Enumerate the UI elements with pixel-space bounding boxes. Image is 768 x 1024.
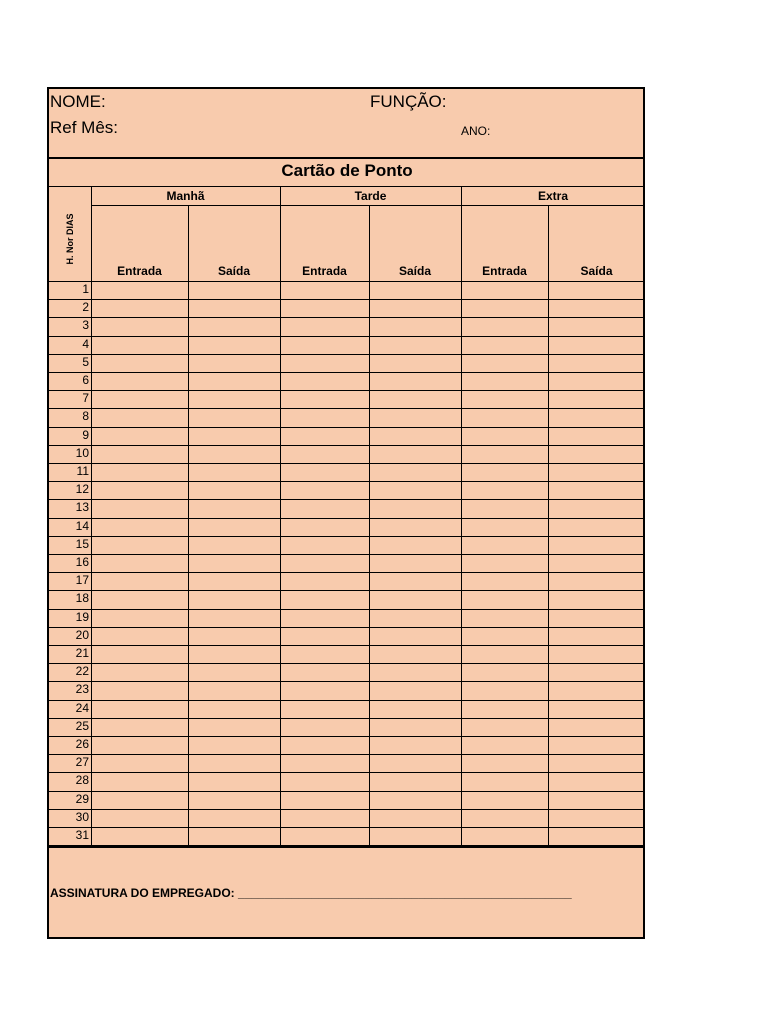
time-entry-cell[interactable]	[281, 391, 369, 408]
day-number: 8	[82, 409, 89, 423]
time-entry-cell[interactable]	[189, 664, 280, 681]
time-entry-cell[interactable]	[462, 682, 548, 699]
time-entry-cell[interactable]	[370, 628, 461, 645]
time-entry-cell[interactable]	[189, 428, 280, 445]
column-header-morning-in: Entrada	[117, 264, 162, 278]
time-entry-cell[interactable]	[92, 409, 188, 426]
name-label: NOME:	[50, 92, 106, 111]
time-entry-cell[interactable]	[92, 591, 188, 608]
time-entry-cell[interactable]	[549, 664, 645, 681]
day-number: 2	[82, 300, 89, 314]
time-entry-cell[interactable]	[189, 591, 280, 608]
time-entry-cell[interactable]	[189, 300, 280, 317]
time-entry-cell[interactable]	[281, 300, 369, 317]
time-entry-cell[interactable]	[281, 773, 369, 790]
time-entry-cell[interactable]	[189, 446, 280, 463]
time-entry-cell[interactable]	[462, 755, 548, 772]
time-entry-cell[interactable]	[92, 464, 188, 481]
time-entry-cell[interactable]	[92, 318, 188, 335]
time-entry-cell[interactable]	[189, 682, 280, 699]
time-entry-cell[interactable]	[462, 446, 548, 463]
time-entry-cell[interactable]	[370, 755, 461, 772]
page-title: Cartão de Ponto	[281, 161, 413, 180]
day-number: 17	[75, 573, 89, 587]
time-entry-cell[interactable]	[370, 646, 461, 663]
row-divider	[49, 845, 645, 846]
time-entry-cell[interactable]	[462, 664, 548, 681]
time-entry-cell[interactable]	[189, 482, 280, 499]
column-header-extra-out: Saída	[580, 264, 613, 278]
time-entry-cell[interactable]	[462, 810, 548, 827]
time-entry-cell[interactable]	[92, 337, 188, 354]
time-entry-cell[interactable]	[92, 573, 188, 590]
time-entry-cell[interactable]	[281, 591, 369, 608]
time-entry-cell[interactable]	[281, 282, 369, 299]
time-entry-cell[interactable]	[92, 500, 188, 517]
day-number: 7	[82, 391, 89, 405]
time-entry-cell[interactable]	[281, 719, 369, 736]
time-entry-cell[interactable]	[462, 482, 548, 499]
time-entry-cell[interactable]	[549, 464, 645, 481]
time-entry-cell[interactable]	[92, 300, 188, 317]
time-entry-cell[interactable]	[189, 500, 280, 517]
group-header-afternoon: Tarde	[354, 189, 387, 203]
time-entry-cell[interactable]	[281, 318, 369, 335]
time-entry-cell[interactable]	[92, 810, 188, 827]
column-header-afternoon-in: Entrada	[302, 264, 347, 278]
time-entry-cell[interactable]	[92, 792, 188, 809]
time-entry-cell[interactable]	[189, 773, 280, 790]
title-divider	[49, 186, 645, 187]
time-entry-cell[interactable]	[92, 355, 188, 372]
group-header-morning: Manhã	[166, 189, 205, 203]
time-entry-cell[interactable]	[462, 428, 548, 445]
time-entry-cell[interactable]	[462, 610, 548, 627]
day-number: 12	[75, 482, 89, 496]
time-entry-cell[interactable]	[549, 355, 645, 372]
time-entry-cell[interactable]	[189, 537, 280, 554]
time-entry-cell[interactable]	[370, 519, 461, 536]
time-entry-cell[interactable]	[189, 810, 280, 827]
time-entry-cell[interactable]	[370, 591, 461, 608]
time-entry-cell[interactable]	[92, 646, 188, 663]
time-entry-cell[interactable]	[549, 828, 645, 845]
time-entry-cell[interactable]	[92, 537, 188, 554]
time-entry-cell[interactable]	[189, 701, 280, 718]
time-entry-cell[interactable]	[549, 719, 645, 736]
time-entry-cell[interactable]	[462, 537, 548, 554]
time-entry-cell[interactable]	[549, 646, 645, 663]
time-entry-cell[interactable]	[370, 482, 461, 499]
signature-line[interactable]: __________________________________________________	[238, 886, 572, 900]
time-entry-cell[interactable]	[549, 773, 645, 790]
time-entry-cell[interactable]	[189, 373, 280, 390]
time-entry-cell[interactable]	[189, 409, 280, 426]
time-entry-cell[interactable]	[462, 628, 548, 645]
time-entry-cell[interactable]	[281, 500, 369, 517]
time-entry-cell[interactable]	[189, 828, 280, 845]
time-entry-cell[interactable]	[370, 318, 461, 335]
time-entry-cell[interactable]	[462, 318, 548, 335]
day-number: 20	[75, 628, 89, 642]
column-header-extra-in: Entrada	[482, 264, 527, 278]
signature-label: ASSINATURA DO EMPREGADO:	[50, 886, 235, 900]
day-number: 9	[82, 428, 89, 442]
time-entry-cell[interactable]	[189, 755, 280, 772]
time-entry-cell[interactable]	[462, 519, 548, 536]
time-entry-cell[interactable]	[549, 373, 645, 390]
time-entry-cell[interactable]	[370, 428, 461, 445]
time-entry-cell[interactable]	[92, 719, 188, 736]
time-entry-cell[interactable]	[370, 773, 461, 790]
day-number: 5	[82, 355, 89, 369]
day-number: 24	[75, 701, 89, 715]
day-number: 16	[75, 555, 89, 569]
time-entry-cell[interactable]	[92, 628, 188, 645]
time-entry-cell[interactable]	[549, 810, 645, 827]
time-entry-cell[interactable]	[462, 573, 548, 590]
time-entry-cell[interactable]	[462, 828, 548, 845]
time-entry-cell[interactable]	[281, 573, 369, 590]
time-entry-cell[interactable]	[189, 355, 280, 372]
day-number: 26	[75, 737, 89, 751]
time-entry-cell[interactable]	[549, 591, 645, 608]
time-entry-cell[interactable]	[462, 500, 548, 517]
group-divider	[91, 205, 645, 206]
time-entry-cell[interactable]	[370, 337, 461, 354]
time-entry-cell[interactable]	[370, 500, 461, 517]
time-entry-cell[interactable]	[281, 537, 369, 554]
time-entry-cell[interactable]	[281, 828, 369, 845]
footer-divider	[49, 846, 645, 848]
day-number: 6	[82, 373, 89, 387]
time-entry-cell[interactable]	[281, 810, 369, 827]
time-entry-cell[interactable]	[370, 719, 461, 736]
time-entry-cell[interactable]	[549, 682, 645, 699]
day-number: 29	[75, 792, 89, 806]
time-entry-cell[interactable]	[189, 646, 280, 663]
day-column-label: H. Nor DIAS	[65, 213, 75, 265]
time-entry-cell[interactable]	[189, 628, 280, 645]
day-number: 11	[76, 464, 89, 478]
time-entry-cell[interactable]	[92, 519, 188, 536]
time-entry-cell[interactable]	[189, 318, 280, 335]
time-entry-cell[interactable]	[549, 792, 645, 809]
time-entry-cell[interactable]	[549, 610, 645, 627]
time-entry-cell[interactable]	[370, 573, 461, 590]
time-entry-cell[interactable]	[370, 446, 461, 463]
time-entry-cell[interactable]	[189, 464, 280, 481]
signature-field	[50, 886, 572, 900]
time-entry-cell[interactable]	[370, 555, 461, 572]
time-entry-cell[interactable]	[189, 573, 280, 590]
day-number: 10	[75, 446, 89, 460]
time-entry-cell[interactable]	[462, 355, 548, 372]
time-entry-cell[interactable]	[92, 555, 188, 572]
time-entry-cell[interactable]	[189, 282, 280, 299]
time-entry-cell[interactable]	[549, 755, 645, 772]
time-entry-cell[interactable]	[370, 810, 461, 827]
time-entry-cell[interactable]	[281, 646, 369, 663]
time-entry-cell[interactable]	[281, 755, 369, 772]
time-entry-cell[interactable]	[189, 610, 280, 627]
time-entry-cell[interactable]	[281, 355, 369, 372]
time-entry-cell[interactable]	[281, 373, 369, 390]
time-entry-cell[interactable]	[549, 300, 645, 317]
column-header-afternoon-out: Saída	[398, 264, 431, 278]
time-entry-cell[interactable]	[549, 282, 645, 299]
time-entry-cell[interactable]	[370, 792, 461, 809]
day-number: 22	[75, 664, 89, 678]
time-entry-cell[interactable]	[462, 701, 548, 718]
time-entry-cell[interactable]	[281, 464, 369, 481]
time-entry-cell[interactable]	[189, 737, 280, 754]
time-entry-cell[interactable]	[462, 719, 548, 736]
time-entry-cell[interactable]	[281, 446, 369, 463]
time-entry-cell[interactable]	[189, 519, 280, 536]
time-entry-cell[interactable]	[462, 737, 548, 754]
time-entry-cell[interactable]	[281, 482, 369, 499]
time-entry-cell[interactable]	[549, 482, 645, 499]
time-entry-cell[interactable]	[462, 282, 548, 299]
day-number: 19	[75, 610, 89, 624]
time-entry-cell[interactable]	[281, 792, 369, 809]
reference-month-label: Ref Mês:	[50, 118, 119, 137]
time-entry-cell[interactable]	[462, 300, 548, 317]
time-entry-cell[interactable]	[370, 464, 461, 481]
time-entry-cell[interactable]	[370, 610, 461, 627]
time-entry-cell[interactable]	[189, 719, 280, 736]
time-entry-cell[interactable]	[370, 701, 461, 718]
time-entry-cell[interactable]	[549, 573, 645, 590]
time-entry-cell[interactable]	[189, 555, 280, 572]
time-entry-cell[interactable]	[462, 373, 548, 390]
time-entry-cell[interactable]	[92, 701, 188, 718]
column-header-morning-out: Saída	[217, 264, 250, 278]
time-entry-cell[interactable]	[462, 646, 548, 663]
time-entry-cell[interactable]	[281, 701, 369, 718]
time-entry-cell[interactable]	[92, 391, 188, 408]
time-entry-cell[interactable]	[549, 519, 645, 536]
day-number: 27	[75, 755, 89, 769]
time-entry-cell[interactable]	[462, 391, 548, 408]
time-entry-cell[interactable]	[370, 282, 461, 299]
time-entry-cell[interactable]	[92, 446, 188, 463]
time-entry-cell[interactable]	[92, 773, 188, 790]
time-entry-cell[interactable]	[370, 300, 461, 317]
day-number: 15	[75, 537, 89, 551]
time-entry-cell[interactable]	[370, 537, 461, 554]
time-entry-cell[interactable]	[189, 792, 280, 809]
time-entry-cell[interactable]	[549, 391, 645, 408]
time-entry-cell[interactable]	[189, 391, 280, 408]
time-entry-cell[interactable]	[281, 555, 369, 572]
time-entry-cell[interactable]	[92, 482, 188, 499]
time-entry-cell[interactable]	[462, 337, 548, 354]
time-entry-cell[interactable]	[462, 555, 548, 572]
day-number: 3	[82, 318, 89, 332]
time-entry-cell[interactable]	[281, 337, 369, 354]
time-entry-cell[interactable]	[92, 664, 188, 681]
time-entry-cell[interactable]	[92, 610, 188, 627]
time-entry-cell[interactable]	[462, 464, 548, 481]
time-entry-cell[interactable]	[549, 500, 645, 517]
time-entry-cell[interactable]	[92, 755, 188, 772]
time-entry-cell[interactable]	[370, 664, 461, 681]
year-label: ANO:	[461, 124, 491, 138]
time-entry-cell[interactable]	[549, 701, 645, 718]
time-entry-cell[interactable]	[92, 282, 188, 299]
time-entry-cell[interactable]	[281, 664, 369, 681]
time-entry-cell[interactable]	[281, 409, 369, 426]
day-number: 14	[75, 519, 89, 533]
day-number: 4	[82, 337, 89, 351]
time-entry-cell[interactable]	[370, 682, 461, 699]
time-entry-cell[interactable]	[462, 792, 548, 809]
time-entry-cell[interactable]	[281, 628, 369, 645]
day-number: 28	[75, 773, 89, 787]
time-entry-cell[interactable]	[281, 737, 369, 754]
time-entry-cell[interactable]	[370, 409, 461, 426]
day-number: 31	[75, 828, 89, 842]
time-entry-cell[interactable]	[549, 428, 645, 445]
group-header-extra: Extra	[537, 189, 569, 203]
time-entry-cell[interactable]	[92, 373, 188, 390]
time-entry-cell[interactable]	[462, 409, 548, 426]
day-number: 25	[75, 719, 89, 733]
time-entry-cell[interactable]	[281, 610, 369, 627]
time-entry-cell[interactable]	[370, 737, 461, 754]
day-number: 21	[75, 646, 89, 660]
time-entry-cell[interactable]	[462, 591, 548, 608]
time-entry-cell[interactable]	[549, 318, 645, 335]
time-entry-cell[interactable]	[92, 828, 188, 845]
time-entry-cell[interactable]	[549, 628, 645, 645]
time-entry-cell[interactable]	[92, 428, 188, 445]
time-entry-cell[interactable]	[549, 537, 645, 554]
time-entry-cell[interactable]	[549, 446, 645, 463]
time-entry-cell[interactable]	[549, 737, 645, 754]
day-number: 1	[82, 282, 89, 296]
day-number: 30	[75, 810, 89, 824]
time-entry-cell[interactable]	[92, 737, 188, 754]
time-entry-cell[interactable]	[370, 355, 461, 372]
time-entry-cell[interactable]	[462, 773, 548, 790]
function-label: FUNÇÃO:	[370, 92, 447, 111]
time-entry-cell[interactable]	[549, 337, 645, 354]
time-entry-cell[interactable]	[281, 682, 369, 699]
day-number: 18	[75, 591, 89, 605]
time-entry-cell[interactable]	[189, 337, 280, 354]
day-number: 23	[75, 682, 89, 696]
timecard-sheet	[47, 87, 645, 939]
time-entry-cell[interactable]	[281, 519, 369, 536]
time-entry-cell[interactable]	[92, 682, 188, 699]
time-entry-cell[interactable]	[370, 828, 461, 845]
time-entry-cell[interactable]	[549, 555, 645, 572]
time-entry-cell[interactable]	[549, 409, 645, 426]
header-divider	[49, 157, 645, 159]
time-entry-cell[interactable]	[370, 373, 461, 390]
time-entry-cell[interactable]	[370, 391, 461, 408]
time-entry-cell[interactable]	[281, 428, 369, 445]
day-number: 13	[75, 500, 89, 514]
